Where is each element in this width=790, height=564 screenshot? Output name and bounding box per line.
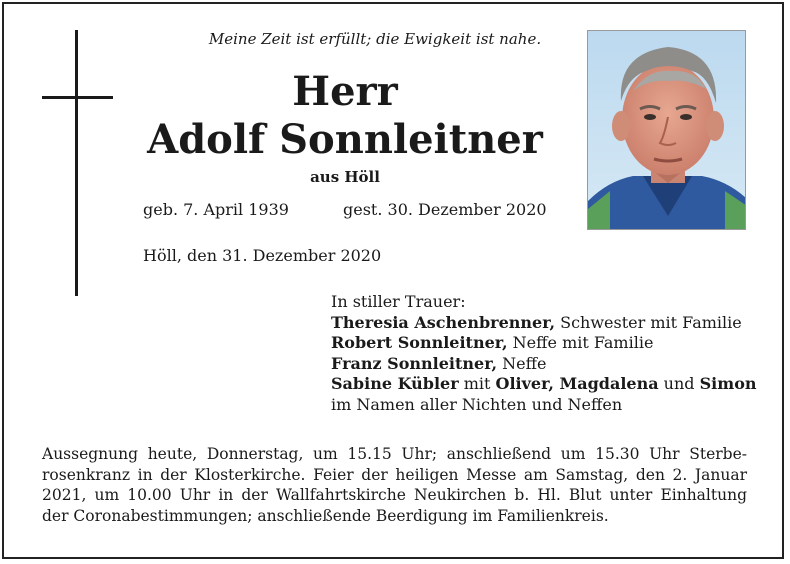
portrait-photo	[587, 30, 746, 230]
cross-symbol-vertical	[75, 30, 78, 296]
mourner-connector: und	[658, 374, 700, 393]
funeral-announcement	[42, 444, 747, 526]
mourners-block	[331, 292, 757, 415]
place-date: Höll, den 31. Dezember 2020	[143, 246, 382, 265]
mourner-name: Theresia Aschenbrenner,	[331, 312, 556, 332]
mourners-intro: In stiller Trauer:	[331, 292, 466, 311]
mourner-name: Franz Sonnleitner,	[331, 353, 498, 373]
death-date: gest. 30. Dezember 2020	[343, 200, 547, 219]
announcement-line: der Coronabestimmungen; anschließende Beerdigung im Familienkreis.	[42, 506, 609, 525]
mourner-name: Oliver, Magdalena	[495, 374, 659, 393]
origin: aus Höll	[310, 168, 380, 186]
mourner-name: Simon	[699, 374, 757, 393]
mourners-closing: im Namen aller Nichten und Neffen	[331, 394, 623, 414]
mourner-connector: mit	[458, 374, 496, 393]
mourner-name: Sabine Kübler	[331, 374, 459, 393]
mourner-line	[331, 313, 757, 334]
mourner-relation: Schwester mit Familie	[555, 312, 742, 332]
birth-date: geb. 7. April 1939	[143, 200, 289, 219]
honorific: Herr	[292, 68, 398, 115]
mourner-line	[331, 374, 757, 395]
mourner-line	[331, 354, 757, 375]
announcement-line: Aussegnung heute, Donnerstag, um 15.15 Uhr; anschließend um 15.30 Uhr Sterbe-	[42, 445, 747, 463]
announcement-line: 2021, um 10.00 Uhr in der Wallfahrtskirche Neukirchen b. Hl. Blut unter Einhaltung	[42, 486, 747, 504]
cross-symbol-horizontal	[42, 96, 113, 99]
motto: Meine Zeit ist erfüllt; die Ewigkeit ist nahe.	[208, 30, 542, 48]
announcement-line: rosenkranz in der Klosterkirche. Feier der heiligen Messe am Samstag, den 2. Januar	[42, 465, 747, 484]
mourner-line	[331, 333, 757, 354]
deceased-name: Adolf Sonnleitner	[147, 116, 543, 163]
mourner-relation: Neffe	[497, 353, 547, 373]
mourner-name: Robert Sonnleitner,	[331, 333, 508, 352]
mourner-relation: Neffe mit Familie	[507, 333, 654, 352]
